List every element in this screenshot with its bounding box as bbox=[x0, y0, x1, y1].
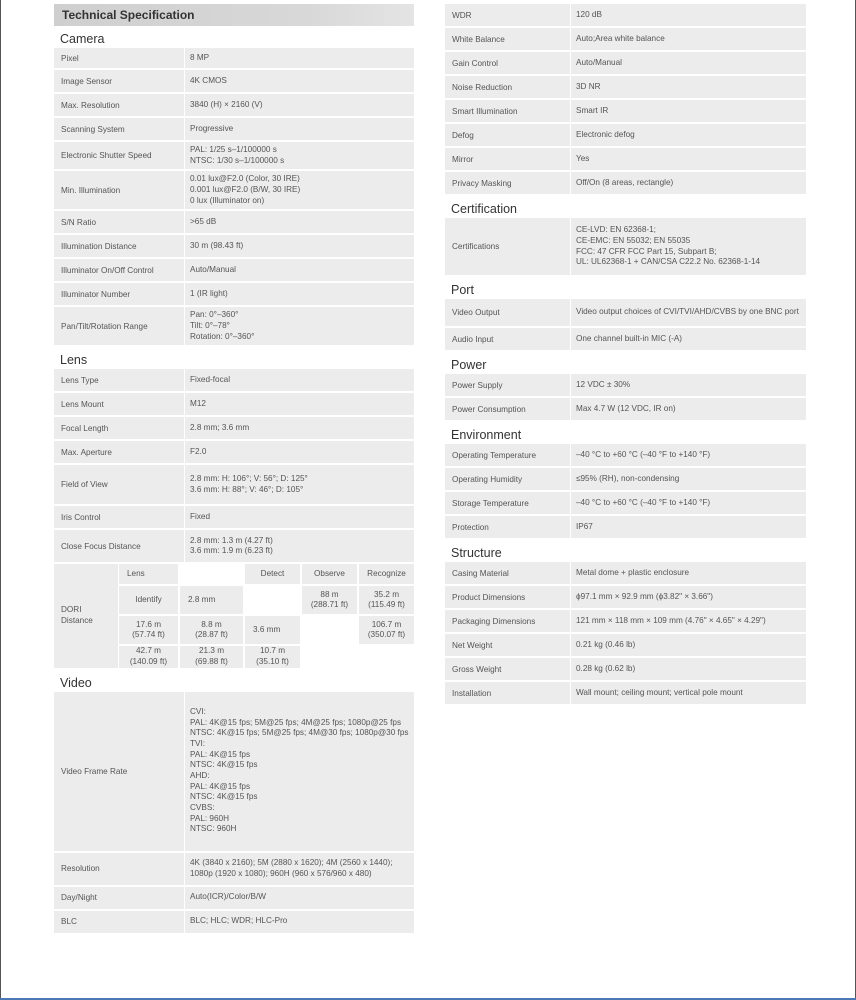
spec-label: Scanning System bbox=[61, 124, 125, 134]
spec-row-noise-reduction bbox=[445, 76, 806, 98]
spec-label: Illuminator On/Off Control bbox=[61, 265, 154, 275]
spec-section-video bbox=[54, 670, 414, 933]
spec-section-environment bbox=[445, 422, 806, 538]
spec-label: Privacy Masking bbox=[452, 178, 512, 188]
spec-label: Net Weight bbox=[452, 640, 493, 650]
spec-label: Protection bbox=[452, 522, 489, 532]
page-border-left bbox=[0, 0, 1, 998]
spec-row-pan-tilt-rotation-range bbox=[54, 307, 414, 345]
spec-label: Noise Reduction bbox=[452, 82, 513, 92]
spec-row-electronic-shutter-speed bbox=[54, 142, 414, 169]
spec-label: Resolution bbox=[61, 864, 100, 874]
dori-blank-cell bbox=[302, 616, 357, 644]
spec-label: Defog bbox=[452, 130, 474, 140]
spec-value: Off/On (8 areas, rectangle) bbox=[570, 172, 806, 194]
spec-row-casing-material bbox=[445, 562, 806, 584]
spec-label: Storage Temperature bbox=[452, 498, 529, 508]
spec-value: ϕ97.1 mm × 92.9 mm (ϕ3.82" × 3.66") bbox=[570, 586, 806, 608]
section-title: Power bbox=[451, 358, 487, 372]
right-spec-sections bbox=[445, 4, 806, 704]
spec-row-video-frame-rate bbox=[54, 692, 414, 851]
spec-row-net-weight bbox=[445, 634, 806, 656]
spec-row-protection bbox=[445, 516, 806, 538]
spec-label: Day/Night bbox=[61, 893, 97, 903]
spec-value: 1 (IR light) bbox=[184, 283, 414, 305]
section-title: Lens bbox=[60, 353, 88, 368]
spec-row-blc bbox=[54, 911, 414, 933]
page-title: Technical Specification bbox=[54, 4, 414, 26]
spec-label: BLC bbox=[61, 917, 77, 927]
spec-section-power bbox=[445, 352, 806, 420]
spec-label: Installation bbox=[452, 688, 492, 698]
spec-label: WDR bbox=[452, 10, 472, 20]
spec-value: F2.0 bbox=[184, 441, 414, 463]
spec-row-illuminator-number bbox=[54, 283, 414, 305]
spec-label: Illuminator Number bbox=[61, 289, 131, 299]
spec-value: Auto(ICR)/Color/B/W bbox=[184, 887, 414, 909]
spec-row-resolution bbox=[54, 853, 414, 885]
spec-label: Operating Humidity bbox=[452, 474, 523, 484]
spec-value: 0.21 kg (0.46 lb) bbox=[570, 634, 806, 656]
spec-row-focal-length bbox=[54, 417, 414, 439]
spec-row-storage-temperature bbox=[445, 492, 806, 514]
dori-label: DORI Distance bbox=[54, 564, 118, 667]
spec-label: Smart Illumination bbox=[452, 106, 518, 116]
spec-row-video-output bbox=[445, 299, 806, 326]
spec-label: Focal Length bbox=[61, 423, 109, 433]
spec-row-certifications bbox=[445, 218, 806, 275]
section-title: Port bbox=[451, 283, 474, 297]
dori-distance-table bbox=[54, 564, 414, 667]
spec-value: Fixed-focal bbox=[184, 369, 414, 391]
spec-row-defog bbox=[445, 124, 806, 146]
spec-value: 30 m (98.43 ft) bbox=[184, 235, 414, 257]
spec-value: BLC; HLC; WDR; HLC-Pro bbox=[184, 911, 414, 933]
spec-label: Pixel bbox=[61, 53, 79, 63]
spec-value: 12 VDC ± 30% bbox=[570, 374, 806, 396]
dori-value-observe: 35.2 m (115.49 ft) bbox=[359, 586, 414, 614]
spec-row-max-aperture bbox=[54, 441, 414, 463]
section-title: Video bbox=[60, 675, 92, 690]
section-title: Structure bbox=[451, 546, 502, 560]
spec-value: 4K (3840 x 2160); 5M (2880 x 1620); 4M (2560 x 1440); 1080p (1920 x 1080); 960H (960 x 576/960 x 480) bbox=[184, 853, 414, 885]
spec-value: Electronic defog bbox=[570, 124, 806, 146]
dori-header-detect: Detect bbox=[245, 564, 300, 584]
spec-row-s-n-ratio bbox=[54, 211, 414, 233]
left-spec-sections bbox=[54, 26, 414, 933]
spec-value: Progressive bbox=[184, 118, 414, 140]
dori-header-recognize: Recognize bbox=[359, 564, 414, 584]
spec-row-power-consumption bbox=[445, 398, 806, 420]
spec-value: 2.8 mm: 1.3 m (4.27 ft) 3.6 mm: 1.9 m (6.23 ft) bbox=[184, 530, 414, 562]
spec-section-certification bbox=[445, 196, 806, 275]
dori-value-identify: 8.8 m (28.87 ft) bbox=[180, 616, 243, 644]
spec-row-mirror bbox=[445, 148, 806, 170]
spec-value: –40 °C to +60 °C (–40 °F to +140 °F) bbox=[570, 492, 806, 514]
spec-label: Video Output bbox=[452, 308, 500, 317]
spec-value: Video output choices of CVI/TVI/AHD/CVBS by one BNC port bbox=[570, 299, 806, 326]
spec-label: Electronic Shutter Speed bbox=[61, 151, 152, 161]
spec-value: IP67 bbox=[570, 516, 806, 538]
spec-row-iris-control bbox=[54, 506, 414, 528]
spec-label: Audio Input bbox=[452, 334, 494, 344]
spec-row-installation bbox=[445, 682, 806, 704]
spec-row-operating-temperature bbox=[445, 444, 806, 466]
left-column bbox=[54, 4, 414, 935]
spec-value: PAL: 1/25 s–1/100000 s NTSC: 1/30 s–1/100000 s bbox=[184, 142, 414, 169]
spec-label: Video Frame Rate bbox=[61, 766, 128, 776]
spec-section-lens bbox=[54, 347, 414, 667]
spec-row-illuminator-on-off-control bbox=[54, 259, 414, 281]
spec-label: Power Consumption bbox=[452, 404, 526, 414]
dori-lens-value: 2.8 mm bbox=[180, 586, 243, 614]
spec-row-lens-type bbox=[54, 369, 414, 391]
spec-value: 120 dB bbox=[570, 4, 806, 26]
spec-value: CVI: PAL: 4K@15 fps; 5M@25 fps; 4M@25 fps; 1080p@25 fps NTSC: 4K@15 fps; 5M@25 fps; 4M@30 fps; 1080p@30 fps TVI: PAL: 4K@15 fps NTSC: 4K@15 fps AHD: PAL: 4K@15 fps NTSC: 4K@15 fps CVBS: PAL: 960H NTSC: 960H bbox=[184, 692, 414, 851]
spec-row-image-sensor bbox=[54, 70, 414, 92]
spec-value: Wall mount; ceiling mount; vertical pole mount bbox=[570, 682, 806, 704]
spec-section-port bbox=[445, 277, 806, 350]
spec-row-gain-control bbox=[445, 52, 806, 74]
spec-row-max-resolution bbox=[54, 94, 414, 116]
spec-label: S/N Ratio bbox=[61, 217, 97, 227]
dori-value-detect: 88 m (288.71 ft) bbox=[302, 586, 357, 614]
spec-value: Smart IR bbox=[570, 100, 806, 122]
dori-header-identify: Identify bbox=[119, 586, 178, 614]
spec-value: –40 °C to +60 °C (–40 °F to +140 °F) bbox=[570, 444, 806, 466]
spec-row-operating-humidity bbox=[445, 468, 806, 490]
spec-row-white-balance bbox=[445, 28, 806, 50]
spec-value: 3840 (H) × 2160 (V) bbox=[184, 94, 414, 116]
spec-value: Max 4.7 W (12 VDC, IR on) bbox=[570, 398, 806, 420]
right-column bbox=[445, 4, 806, 706]
dori-lens-header: Lens bbox=[119, 564, 178, 584]
spec-row-pixel bbox=[54, 48, 414, 68]
spec-value: >65 dB bbox=[184, 211, 414, 233]
dori-grid bbox=[119, 564, 414, 667]
spec-value: 0.28 kg (0.62 lb) bbox=[570, 658, 806, 680]
dori-blank-cell bbox=[180, 564, 243, 584]
spec-row-wdr bbox=[445, 4, 806, 26]
spec-label: Mirror bbox=[452, 154, 474, 164]
spec-value: 2.8 mm; 3.6 mm bbox=[184, 417, 414, 439]
spec-value: Fixed bbox=[184, 506, 414, 528]
spec-label: Max. Resolution bbox=[61, 100, 120, 110]
spec-label: Close Focus Distance bbox=[61, 541, 141, 551]
spec-label: Operating Temperature bbox=[452, 450, 537, 460]
spec-label: Lens Type bbox=[61, 375, 99, 385]
dori-header-observe: Observe bbox=[302, 564, 357, 584]
spec-value: CE-LVD: EN 62368-1; CE-EMC: EN 55032; EN 55035 FCC: 47 CFR FCC Part 15, Subpart B; UL: UL62368-1 + CAN/CSA C22.2 No. 62368-1-14 bbox=[570, 218, 806, 275]
section-title: Camera bbox=[60, 32, 105, 46]
dori-lens-value: 3.6 mm bbox=[245, 616, 300, 644]
spec-section-general bbox=[445, 4, 806, 194]
spec-row-day-night bbox=[54, 887, 414, 909]
spec-value: 2.8 mm: H: 106°; V: 56°; D: 125° 3.6 mm: H: 88°; V: 46°; D: 105° bbox=[184, 465, 414, 504]
spec-row-close-focus-distance bbox=[54, 530, 414, 562]
spec-label: White Balance bbox=[452, 34, 505, 44]
dori-value-recognize: 17.6 m (57.74 ft) bbox=[119, 616, 178, 644]
spec-value: 0.01 lux@F2.0 (Color, 30 IRE) 0.001 lux@F2.0 (B/W, 30 IRE) 0 lux (Illuminator on) bbox=[184, 171, 414, 209]
dori-blank-cell bbox=[245, 586, 300, 614]
dori-value-observe: 42.7 m (140.09 ft) bbox=[119, 646, 178, 667]
spec-label: Product Dimensions bbox=[452, 592, 526, 602]
spec-row-field-of-view bbox=[54, 465, 414, 504]
spec-label: Certifications bbox=[452, 242, 500, 251]
spec-label: Illumination Distance bbox=[61, 241, 137, 251]
spec-section-structure bbox=[445, 540, 806, 704]
spec-label: Field of View bbox=[61, 480, 108, 490]
spec-value: ≤95% (RH), non-condensing bbox=[570, 468, 806, 490]
spec-row-power-supply bbox=[445, 374, 806, 396]
spec-value: Metal dome + plastic enclosure bbox=[570, 562, 806, 584]
spec-label: Packaging Dimensions bbox=[452, 616, 536, 626]
spec-row-audio-input bbox=[445, 328, 806, 350]
spec-label: Max. Aperture bbox=[61, 447, 112, 457]
spec-value: One channel built-in MIC (-A) bbox=[570, 328, 806, 350]
spec-row-scanning-system bbox=[54, 118, 414, 140]
dori-value-recognize: 21.3 m (69.88 ft) bbox=[180, 646, 243, 667]
spec-label: Iris Control bbox=[61, 512, 101, 522]
spec-label: Casing Material bbox=[452, 568, 509, 578]
spec-row-packaging-dimensions bbox=[445, 610, 806, 632]
spec-value: M12 bbox=[184, 393, 414, 415]
spec-section-camera bbox=[54, 26, 414, 345]
spec-value: 3D NR bbox=[570, 76, 806, 98]
spec-value: Auto/Manual bbox=[570, 52, 806, 74]
spec-label: Pan/Tilt/Rotation Range bbox=[61, 321, 148, 331]
spec-row-privacy-masking bbox=[445, 172, 806, 194]
dori-value-detect: 106.7 m (350.07 ft) bbox=[359, 616, 414, 644]
spec-row-product-dimensions bbox=[445, 586, 806, 608]
spec-value: Yes bbox=[570, 148, 806, 170]
spec-label: Min. Illumination bbox=[61, 185, 121, 195]
section-title: Environment bbox=[451, 428, 522, 442]
spec-value: 121 mm × 118 mm × 109 mm (4.76" × 4.65" × 4.29") bbox=[570, 610, 806, 632]
spec-value: 4K CMOS bbox=[184, 70, 414, 92]
spec-row-min-illumination bbox=[54, 171, 414, 209]
spec-row-lens-mount bbox=[54, 393, 414, 415]
spec-row-gross-weight bbox=[445, 658, 806, 680]
spec-label: Image Sensor bbox=[61, 76, 112, 86]
spec-row-smart-illumination bbox=[445, 100, 806, 122]
spec-label: Gross Weight bbox=[452, 664, 502, 674]
spec-value: 8 MP bbox=[184, 48, 414, 68]
dori-value-identify: 10.7 m (35.10 ft) bbox=[245, 646, 300, 667]
spec-label: Gain Control bbox=[452, 58, 498, 68]
spec-label: Lens Mount bbox=[61, 399, 104, 409]
spec-value: Auto;Area white balance bbox=[570, 28, 806, 50]
spec-value: Pan: 0°–360° Tilt: 0°–78° Rotation: 0°–360° bbox=[184, 307, 414, 345]
spec-label: Power Supply bbox=[452, 380, 503, 390]
section-title: Certification bbox=[451, 202, 517, 216]
spec-value: Auto/Manual bbox=[184, 259, 414, 281]
spec-row-illumination-distance bbox=[54, 235, 414, 257]
